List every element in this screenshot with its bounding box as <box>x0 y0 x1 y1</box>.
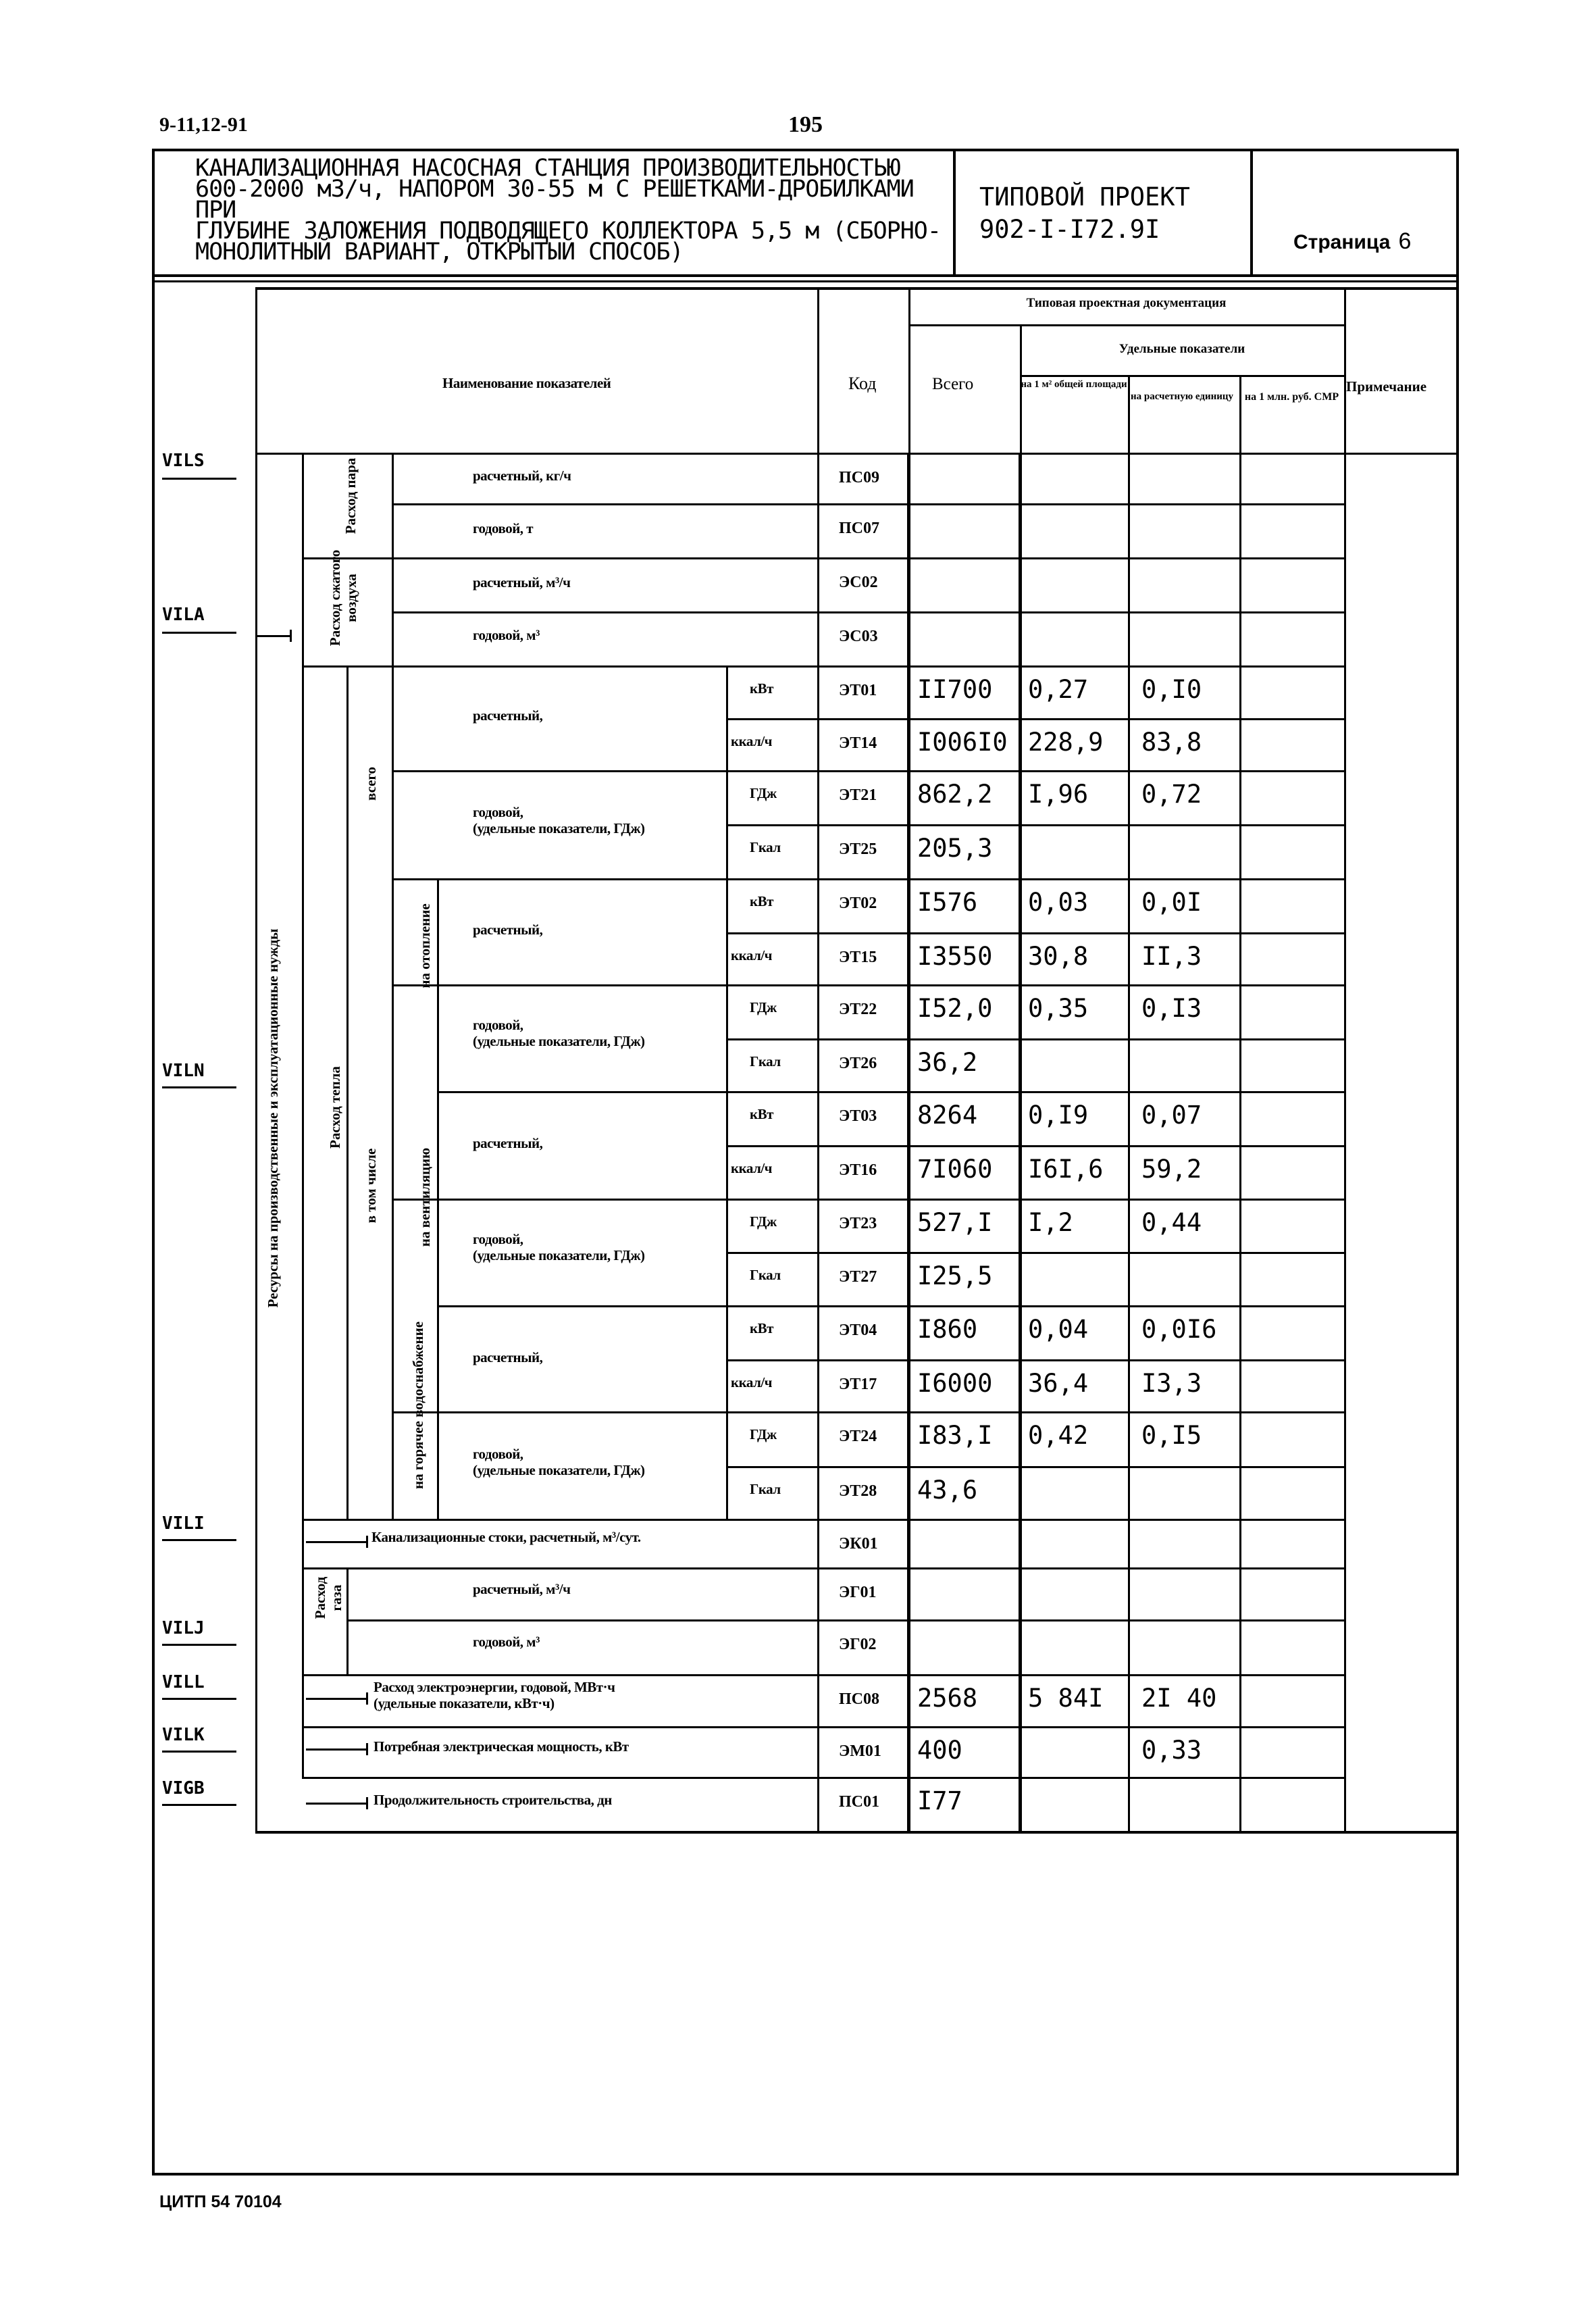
row-code: ЭТ25 <box>839 840 877 858</box>
text-steam-calc: расчетный, кг/ч <box>473 468 571 484</box>
row-unit-value: 0,I5 <box>1141 1421 1202 1450</box>
text-annual <box>473 1017 645 1049</box>
row-total-value: I77 <box>917 1786 962 1815</box>
text-calc: расчетный, <box>473 922 543 938</box>
grid-line <box>817 1359 1344 1361</box>
row-total-value: 8264 <box>917 1101 978 1130</box>
side-code: VILN <box>162 1061 205 1081</box>
row-unit-value: 2I 40 <box>1141 1684 1217 1713</box>
grid-line <box>817 1674 1344 1676</box>
row-code: ЭТ28 <box>839 1482 877 1500</box>
row-area-value: 0,03 <box>1028 888 1089 917</box>
text-annual-line: (удельные показатели, ГДж) <box>473 820 645 836</box>
row-unit-value: 83,8 <box>1141 728 1202 757</box>
label-hot-water: на горячее водоснабжение <box>410 1321 426 1490</box>
grid-line <box>817 770 1344 772</box>
label-air: Расход сжатого воздуха <box>327 549 359 647</box>
title-line: 600-2000 м3/ч, НАПОРОМ 30-55 м С РЕШЕТКАМИ-ДРОБИЛКАМИ ПРИ <box>195 176 914 224</box>
grid-line <box>302 1777 817 1779</box>
row-code: ЭТ03 <box>839 1107 877 1125</box>
text-annual <box>473 1446 645 1478</box>
arrow-mark <box>306 1698 367 1700</box>
row-code: ЭТ15 <box>839 949 877 966</box>
row-total-value: I52,0 <box>917 994 993 1023</box>
project-number: 902-I-I72.9I <box>979 215 1160 244</box>
arrow-mark <box>306 1803 367 1805</box>
label-incl: в том числе <box>363 1148 379 1224</box>
row-unit-value: 0,0I <box>1141 888 1202 917</box>
text-gas-annual: годовой, м³ <box>473 1634 540 1650</box>
title-line: КАНАЛИЗАЦИОННАЯ НАСОСНАЯ СТАНЦИЯ ПРОИЗВОДИТЕЛЬНОСТЬЮ <box>195 155 900 182</box>
grid-line <box>726 824 817 826</box>
project-block <box>956 149 1253 277</box>
row-code: ЭС03 <box>839 628 878 645</box>
side-underline <box>162 1804 236 1806</box>
grid-line <box>817 1199 1344 1201</box>
grid-line <box>907 453 910 1831</box>
grid-line <box>1344 287 1346 1831</box>
grid-line <box>817 1305 1344 1307</box>
unit-label: Гкал <box>750 1267 781 1283</box>
grid-line <box>392 611 817 613</box>
text-annual-line: (удельные показатели, ГДж) <box>473 1033 645 1049</box>
text-calc: расчетный, <box>473 707 543 724</box>
row-code: ЭТ02 <box>839 895 877 912</box>
row-unit-value: 0,07 <box>1141 1101 1202 1130</box>
row-total-value: 527,I <box>917 1208 993 1237</box>
header-per-area: на 1 м² общей площади <box>1021 379 1127 390</box>
side-code: VILL <box>162 1672 205 1692</box>
grid-line <box>726 1199 817 1201</box>
grid-line <box>817 1519 1344 1521</box>
unit-label: кВт <box>750 1320 773 1336</box>
unit-label: Гкал <box>750 1053 781 1070</box>
text-steam-annual: годовой, т <box>473 520 534 536</box>
grid-line <box>346 1619 817 1621</box>
grid-line <box>302 1674 817 1676</box>
grid-line <box>726 1252 817 1254</box>
grid-line <box>302 453 304 1777</box>
grid-line <box>817 1252 1344 1254</box>
row-total-value: 205,3 <box>917 834 993 863</box>
row-unit-value: I3,3 <box>1141 1369 1202 1398</box>
header-total: Всего <box>932 375 974 393</box>
grid-line <box>817 1145 1344 1147</box>
unit-label: Гкал <box>750 839 781 855</box>
row-code: ЭГ02 <box>839 1636 877 1653</box>
row-total-value: I576 <box>917 888 978 917</box>
row-code: ЭТ17 <box>839 1376 877 1393</box>
header-per-mln: на 1 млн. руб. СМР <box>1244 391 1339 403</box>
label-steam: Расход пара <box>342 457 359 534</box>
grid-line <box>1019 453 1022 1831</box>
side-code: VILK <box>162 1725 205 1745</box>
grid-line <box>817 1466 1344 1468</box>
grid-line <box>302 557 817 559</box>
row-code: ЭТ04 <box>839 1322 877 1339</box>
text-sewage: Канализационные стоки, расчетный, м³/сут. <box>371 1529 641 1545</box>
side-code: VILS <box>162 451 205 471</box>
grid-line <box>726 665 817 668</box>
label-ventilation: на вентиляцию <box>417 1147 433 1247</box>
grid-line <box>817 1777 1344 1779</box>
grid-line <box>346 665 349 1519</box>
grid-line <box>726 718 817 720</box>
page-label: Страница <box>1293 231 1391 253</box>
header-note: Примечание <box>1346 378 1427 395</box>
header-per-unit: на расчетную единицу <box>1130 391 1234 402</box>
unit-label: кВт <box>750 893 773 909</box>
row-code: ПС08 <box>839 1690 879 1708</box>
text-annual-line: (удельные показатели, ГДж) <box>473 1462 645 1478</box>
row-code: ПС09 <box>839 469 879 486</box>
grid-line <box>302 1567 817 1569</box>
row-unit-value: 0,72 <box>1141 780 1202 809</box>
grid-line <box>817 1726 1344 1728</box>
grid-line <box>726 1359 817 1361</box>
grid-line <box>817 453 1344 455</box>
side-code: VILI <box>162 1513 205 1534</box>
grid-line <box>817 503 1344 505</box>
grid-line <box>726 1145 817 1147</box>
grid-line <box>726 770 817 772</box>
label-resources: Ресурсы на производственные и эксплуатационные нужды <box>265 928 281 1308</box>
header-tpd: Типовая проектная документация <box>1026 296 1227 310</box>
text-annual-line: годовой, <box>473 804 523 820</box>
arrow-mark <box>306 1749 367 1751</box>
unit-label: ккал/ч <box>731 1160 773 1176</box>
grid-line <box>726 1466 817 1468</box>
header-code: Код <box>848 374 877 393</box>
row-area-value: 228,9 <box>1028 728 1104 757</box>
row-total-value: 43,6 <box>917 1476 978 1505</box>
footer-ref: ЦИТП 54 70104 <box>159 2192 282 2211</box>
grid-line <box>726 1091 817 1093</box>
side-underline <box>162 1751 236 1753</box>
row-total-value: I3550 <box>917 942 993 971</box>
text-power: Потребная электрическая мощность, кВт <box>374 1738 629 1755</box>
row-code: ЭТ26 <box>839 1055 877 1072</box>
unit-label: ГДж <box>750 1213 777 1230</box>
unit-label: ГДж <box>750 999 777 1015</box>
row-total-value: I25,5 <box>917 1261 993 1290</box>
text-calc: расчетный, <box>473 1135 543 1151</box>
row-unit-value: 0,I0 <box>1141 675 1202 704</box>
grid-line <box>1239 375 1241 1831</box>
row-unit-value: 59,2 <box>1141 1155 1202 1184</box>
grid-line <box>1128 375 1130 1831</box>
sheet-page <box>1253 149 1459 277</box>
arrow-mark <box>306 1541 367 1543</box>
side-underline <box>162 632 236 634</box>
header-specific: Удельные показатели <box>1118 342 1245 356</box>
row-code: ЭТ16 <box>839 1161 877 1179</box>
row-code: ЭС02 <box>839 574 878 591</box>
row-total-value: 400 <box>917 1736 962 1765</box>
row-area-value: 30,8 <box>1028 942 1089 971</box>
row-area-value: I,96 <box>1028 780 1089 809</box>
unit-label: кВт <box>750 1106 773 1122</box>
text-electricity <box>374 1679 615 1711</box>
text-electricity-line: (удельные показатели, кВт·ч) <box>374 1695 555 1711</box>
grid-line <box>908 324 1344 326</box>
grid-line <box>302 1519 817 1521</box>
grid-line <box>817 1091 1344 1093</box>
text-annual-line: (удельные показатели, ГДж) <box>473 1247 645 1263</box>
document-ref: 9-11,12-91 <box>159 114 248 136</box>
text-duration: Продолжительность строительства, дн <box>374 1792 612 1808</box>
text-calc: расчетный, <box>473 1349 543 1365</box>
page-number: 195 <box>788 112 823 137</box>
row-code: ЭТ24 <box>839 1428 877 1445</box>
header-name: Наименование показателей <box>442 375 611 391</box>
row-area-value: 0,I9 <box>1028 1101 1089 1130</box>
title-line: МОНОЛИТНЫЙ ВАРИАНТ, ОТКРЫТЫЙ СПОСОБ) <box>195 238 684 266</box>
unit-label: ккал/ч <box>731 1374 773 1390</box>
text-annual-line: годовой, <box>473 1017 523 1033</box>
arrow-mark <box>257 635 290 637</box>
side-underline <box>162 1539 236 1541</box>
grid-line <box>255 1831 1459 1834</box>
row-total-value: 36,2 <box>917 1048 978 1077</box>
grid-line <box>817 1038 1344 1040</box>
row-unit-value: 0,I3 <box>1141 994 1202 1023</box>
text-annual <box>473 1231 645 1263</box>
row-code: ЭТ01 <box>839 682 877 699</box>
unit-label: ГДж <box>750 1426 777 1442</box>
row-area-value: 0,27 <box>1028 675 1089 704</box>
grid-line <box>255 287 1459 290</box>
side-underline <box>162 1644 236 1646</box>
project-label: ТИПОВОЙ ПРОЕКТ <box>979 182 1190 211</box>
row-total-value: 2568 <box>917 1684 978 1713</box>
row-total-value: II700 <box>917 675 993 704</box>
unit-label: кВт <box>750 680 773 697</box>
text-electricity-line: Расход электроэнергии, годовой, МВт·ч <box>374 1679 615 1695</box>
grid-line <box>817 557 1344 559</box>
row-unit-value: 0,33 <box>1141 1736 1202 1765</box>
unit-label: ГДж <box>750 785 777 801</box>
grid-line <box>726 1411 817 1413</box>
row-code: ЭТ21 <box>839 786 877 804</box>
label-total: всего <box>363 767 379 801</box>
text-annual-line: годовой, <box>473 1231 523 1247</box>
label-heating: на отопление <box>417 903 433 988</box>
grid-line <box>1020 375 1344 377</box>
grid-line <box>817 665 1344 668</box>
grid-line <box>392 453 394 665</box>
grid-line <box>817 1411 1344 1413</box>
project-title <box>152 149 956 277</box>
row-code: ЭТ14 <box>839 734 877 752</box>
row-total-value: I83,I <box>917 1421 993 1450</box>
grid-line <box>726 878 817 880</box>
row-area-value: 0,35 <box>1028 994 1089 1023</box>
row-area-value: 36,4 <box>1028 1369 1089 1398</box>
grid-line <box>817 287 819 1831</box>
row-unit-value: II,3 <box>1141 942 1202 971</box>
grid-line <box>817 718 1344 720</box>
grid-line <box>817 611 1344 613</box>
header-divider <box>152 277 1459 282</box>
grid-line <box>726 1305 817 1307</box>
row-total-value: I6000 <box>917 1369 993 1398</box>
side-code: VIGB <box>162 1778 205 1799</box>
side-code: VILA <box>162 605 205 625</box>
row-code: ЭТ22 <box>839 1001 877 1018</box>
title-line: ГЛУБИНЕ ЗАЛОЖЕНИЯ ПОДВОДЯЩЕГО КОЛЛЕКТОРА 5,5 м (СБОРНО- <box>195 218 941 245</box>
grid-line <box>817 824 1344 826</box>
grid-line <box>726 932 817 934</box>
grid-line <box>817 1619 1344 1621</box>
grid-line <box>726 1038 817 1040</box>
grid-line <box>392 503 817 505</box>
row-unit-value: 0,0I6 <box>1141 1315 1217 1344</box>
text-gas-calc: расчетный, м³/ч <box>473 1581 571 1597</box>
row-code: ЭГ01 <box>839 1584 877 1601</box>
unit-label: ккал/ч <box>731 733 773 749</box>
row-area-value: 0,04 <box>1028 1315 1089 1344</box>
label-heat: Расход тепла <box>327 1066 343 1149</box>
row-total-value: 7I060 <box>917 1155 993 1184</box>
side-underline <box>162 1086 236 1088</box>
grid-line <box>817 1567 1344 1569</box>
row-code: ЭТ23 <box>839 1215 877 1232</box>
row-code: ЭТ27 <box>839 1268 877 1286</box>
side-underline <box>162 1698 236 1700</box>
text-annual-line: годовой, <box>473 1446 523 1462</box>
row-code: ЭК01 <box>839 1535 878 1553</box>
row-total-value: 862,2 <box>917 780 993 809</box>
row-total-value: I860 <box>917 1315 978 1344</box>
page-value: 6 <box>1398 228 1412 254</box>
text-air-annual: годовой, м³ <box>473 627 540 643</box>
row-unit-value: 0,44 <box>1141 1208 1202 1237</box>
grid-line <box>302 1726 817 1728</box>
grid-line <box>817 878 1344 880</box>
text-annual <box>473 804 645 836</box>
row-area-value: 0,42 <box>1028 1421 1089 1450</box>
side-code: VILJ <box>162 1618 205 1638</box>
row-area-value: I,2 <box>1028 1208 1073 1237</box>
grid-line <box>726 984 817 986</box>
row-area-value: 5 84I <box>1028 1684 1104 1713</box>
grid-line <box>817 932 1344 934</box>
row-code: ЭМ01 <box>839 1742 881 1760</box>
grid-line <box>255 287 257 1831</box>
row-code: ПС07 <box>839 520 879 537</box>
unit-label: ккал/ч <box>731 947 773 963</box>
text-air-calc: расчетный, м³/ч <box>473 574 571 590</box>
side-underline <box>162 478 236 480</box>
label-gas: Расход газа <box>312 1576 344 1619</box>
grid-line <box>817 984 1344 986</box>
row-total-value: I006I0 <box>917 728 1008 757</box>
row-code: ПС01 <box>839 1793 879 1811</box>
unit-label: Гкал <box>750 1481 781 1497</box>
row-area-value: I6I,6 <box>1028 1155 1104 1184</box>
